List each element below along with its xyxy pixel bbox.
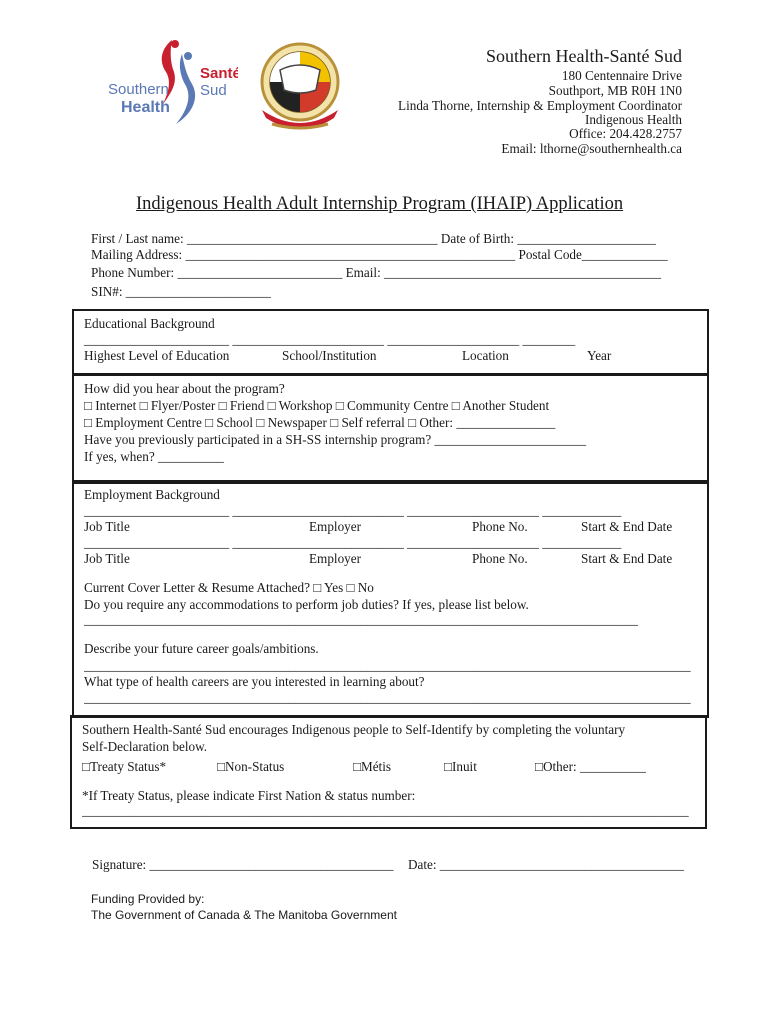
option-non-status[interactable]: □Non-Status: [217, 759, 285, 774]
phone-email-field[interactable]: Phone Number: _________________________ Email: __________________________________________: [91, 265, 661, 280]
funding-text: The Government of Canada & The Manitoba Government: [91, 908, 397, 922]
treaty-note-line[interactable]: ____________________________________________________________________________________________: [82, 803, 689, 818]
org-name: Southern Health-Santé Sud: [486, 46, 682, 66]
employment-lines-2[interactable]: ______________________ __________________________ ____________________ ____________: [84, 535, 622, 550]
label-highest-education: Highest Level of Education: [84, 348, 230, 363]
education-heading: Educational Background: [84, 316, 215, 331]
label-dates-1: Start & End Date: [581, 519, 673, 534]
sin-field[interactable]: SIN#: ______________________: [91, 284, 271, 299]
southern-health-logo: [108, 34, 238, 130]
label-job-title-2: Job Title: [84, 551, 130, 566]
logo-sud: Sud: [200, 82, 227, 99]
self-id-intro-2: Self-Declaration below.: [82, 739, 208, 754]
email-address: Email: lthorne@southernhealth.ca: [501, 141, 682, 156]
name-dob-field[interactable]: First / Last name: ______________________________________ Date of Birth: _____________________: [91, 231, 656, 246]
accommodations-question: Do you require any accommodations to perform job duties? If yes, please list below.: [84, 597, 529, 612]
logo-sante: Santé: [200, 65, 238, 82]
label-phone-1: Phone No.: [472, 519, 528, 534]
self-id-intro-1: Southern Health-Santé Sud encourages Indigenous people to Self-Identify by completing the voluntary: [82, 722, 626, 737]
address-line-1: 180 Centennaire Drive: [561, 68, 682, 83]
label-dates-2: Start & End Date: [581, 551, 673, 566]
label-school: School/Institution: [282, 348, 377, 363]
employment-heading: Employment Background: [84, 487, 220, 502]
label-employer-2: Employer: [309, 551, 362, 566]
employment-lines-1[interactable]: ______________________ __________________________ ____________________ ____________: [84, 503, 622, 518]
career-goals-line[interactable]: ____________________________________________________________________________________________: [84, 658, 691, 673]
label-year: Year: [587, 348, 612, 363]
logo-health: Health: [121, 99, 170, 116]
office-phone: Office: 204.428.2757: [569, 126, 682, 141]
indigenous-health-emblem: [254, 40, 346, 136]
cover-letter-question[interactable]: Current Cover Letter & Resume Attached? □ Yes □ No: [84, 580, 374, 595]
department: Indigenous Health: [584, 112, 682, 127]
label-employer-1: Employer: [309, 519, 362, 534]
previous-participation[interactable]: Have you previously participated in a SH-SS internship program? _______________________: [84, 432, 587, 447]
option-metis[interactable]: □Métis: [353, 759, 392, 774]
label-location: Location: [462, 348, 509, 363]
option-inuit[interactable]: □Inuit: [444, 759, 477, 774]
education-lines[interactable]: ______________________ _______________________ ____________________ ________: [84, 332, 576, 347]
referral-options-row-1[interactable]: □ Internet □ Flyer/Poster □ Friend □ Workshop □ Community Centre □ Another Student: [84, 398, 550, 413]
referral-question: How did you hear about the program?: [84, 381, 285, 396]
label-job-title-1: Job Title: [84, 519, 130, 534]
accommodations-line[interactable]: ____________________________________________________________________________________: [84, 612, 638, 627]
address-line-2: Southport, MB R0H 1N0: [548, 83, 682, 98]
treaty-note: *If Treaty Status, please indicate First Nation & status number:: [82, 788, 416, 803]
health-careers-question: What type of health careers are you interested in learning about?: [84, 674, 425, 689]
career-goals-question: Describe your future career goals/ambitions.: [84, 641, 319, 656]
funding-label: Funding Provided by:: [91, 892, 205, 906]
referral-options-row-2[interactable]: □ Employment Centre □ School □ Newspaper □ Self referral □ Other: _______________: [84, 415, 556, 430]
previous-when[interactable]: If yes, when? __________: [84, 449, 224, 464]
form-title: Indigenous Health Adult Internship Program (IHAIP) Application: [136, 194, 624, 214]
contact-name: Linda Thorne, Internship & Employment Coordinator: [398, 98, 682, 113]
label-phone-2: Phone No.: [472, 551, 528, 566]
signature-field[interactable]: Signature: _____________________________________: [92, 857, 394, 872]
option-treaty-status[interactable]: □Treaty Status*: [82, 759, 167, 774]
health-careers-line[interactable]: ____________________________________________________________________________________________: [84, 690, 691, 705]
option-other[interactable]: □Other: __________: [535, 759, 646, 774]
logo-southern: Southern: [108, 81, 169, 98]
date-field[interactable]: Date: _____________________________________: [408, 857, 684, 872]
mailing-postal-field[interactable]: Mailing Address: __________________________________________________ Postal Code_____________: [91, 247, 668, 262]
